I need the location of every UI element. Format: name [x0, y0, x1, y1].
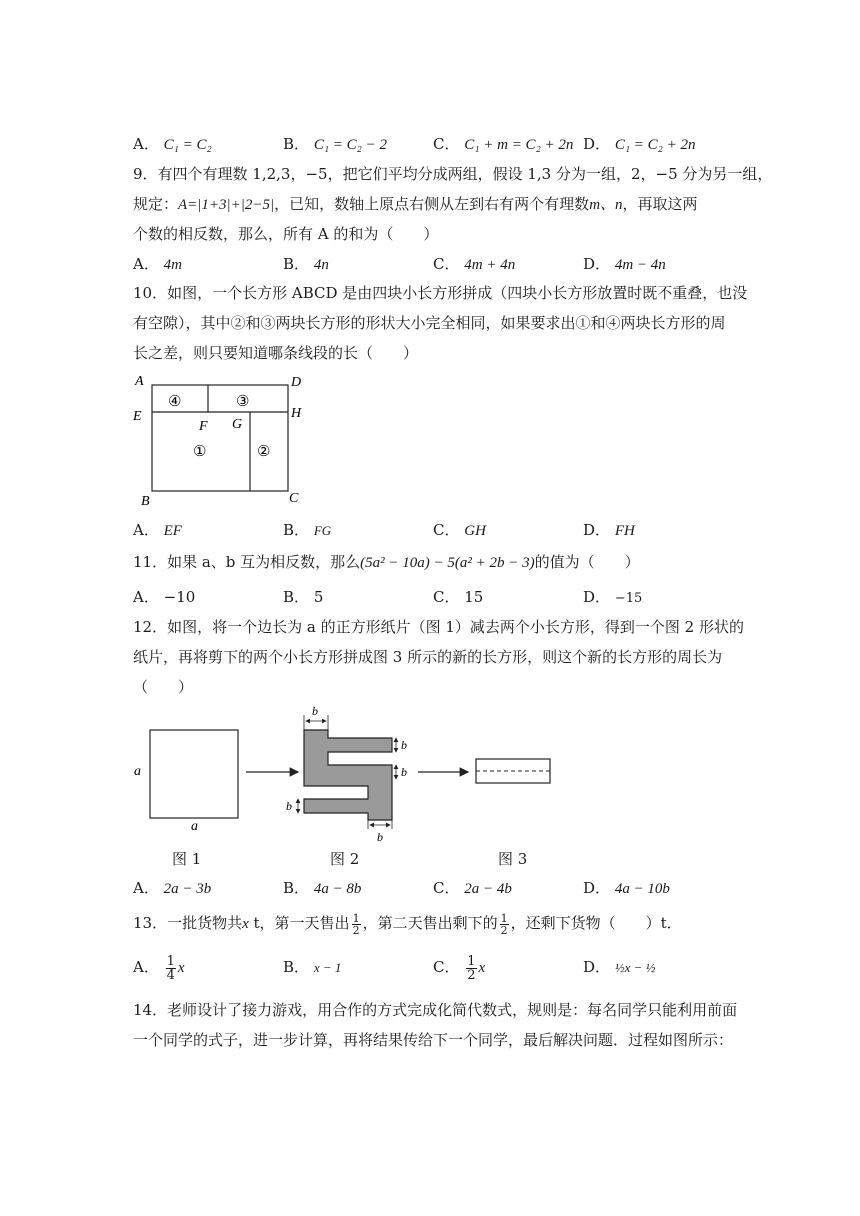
- label-a: A: [135, 374, 144, 389]
- q11-stem: 11．如果 a、b 互为相反数，那么(5a² − 10a) − 5(a² + 2b − 3)的值为（ ）: [133, 553, 640, 571]
- q13-stem: 13．一批货物共x t，第一天售出 $\frac{1}{2}$ ，第二天售出剩下的 $\frac{1}{2}$ ，还剩下货物（ ）t．: [133, 911, 682, 937]
- q12-line3: （ ）: [133, 678, 194, 696]
- q9-option-b: B． 4n: [283, 255, 329, 273]
- fig2-shape: [304, 730, 392, 820]
- q11-option-c: C． 15: [433, 588, 484, 606]
- q10-option-c: C． GH: [433, 521, 486, 539]
- q10-line2: 有空隙），其中②和③两块长方形的形状大小完全相同，如果要求出①和④两块长方形的周: [133, 314, 726, 332]
- q13-option-a: A． $\frac{1}{4}$ x: [133, 953, 185, 983]
- fig2-b-left: b: [286, 799, 292, 813]
- q10-line3: 长之差，则只要知道哪条线段的长（ ）: [133, 344, 419, 362]
- q8-option-b: B． C₁ = C₂ − 2: [283, 135, 387, 153]
- region-1-label: ①: [193, 444, 207, 460]
- q10-option-d: D． FH: [583, 521, 635, 539]
- label-e: E: [133, 409, 142, 424]
- region-4-label: ④: [168, 394, 182, 410]
- q12-option-d: D． 4a − 10b: [583, 879, 670, 897]
- q12-option-a: A． 2a − 3b: [133, 879, 212, 897]
- q12-figure: [128, 703, 568, 848]
- caption-fig3: 图 3: [498, 850, 528, 868]
- label-b: B: [141, 494, 150, 509]
- q8-option-c: C． C₁ + m = C₂ + 2n: [433, 135, 574, 153]
- fig1-bottom-label: a: [191, 819, 198, 834]
- q11-option-d: D． −15: [583, 588, 643, 606]
- q9-option-c: C． 4m + 4n: [433, 255, 516, 273]
- label-f: F: [199, 419, 208, 434]
- q10-option-b: B． FG: [283, 521, 332, 539]
- q11-option-a: A． −10: [133, 588, 196, 606]
- fraction-half-2: $\frac{1}{2}$: [500, 911, 508, 937]
- q8-option-d: D． C₁ = C₂ + 2n: [583, 135, 696, 153]
- region-2-label: ②: [257, 444, 271, 460]
- fig2-b-right1: b: [401, 738, 407, 752]
- q9-option-d: D． 4m − 4n: [583, 255, 666, 273]
- q9-line2: 规定：A=|1+3|+|2−5|，已知，数轴上原点右侧从左到右有两个有理数m、n，再取这两: [133, 195, 698, 213]
- q10-line1: 10．如图，一个长方形 ABCD 是由四块小长方形拼成（四块小长方形放置时既不重叠，也没: [133, 284, 748, 302]
- q12-option-c: C． 2a − 4b: [433, 879, 512, 897]
- caption-fig1: 图 1: [172, 850, 202, 868]
- fig2-b-right2: b: [401, 765, 407, 779]
- caption-fig2: 图 2: [330, 850, 360, 868]
- q14-line1: 14．老师设计了接力游戏，用合作的方式完成化简代数式，规则是：每名同学只能利用前面: [133, 1001, 738, 1019]
- q12-line1: 12．如图，将一个边长为 a 的正方形纸片（图 1）减去两个小长方形，得到一个图 2 形状的: [133, 618, 744, 636]
- q10-rectangle-figure: [128, 370, 318, 510]
- fig1-side-label: a: [134, 764, 141, 779]
- q10-option-a: A． EF: [133, 521, 182, 539]
- label-c: C: [289, 491, 299, 506]
- q8-option-a: A． C₁ = C₂: [133, 135, 212, 153]
- label-d: D: [291, 375, 302, 390]
- label-g: G: [232, 417, 243, 432]
- fig2-b-bottom: b: [377, 830, 383, 844]
- q9-line3: 个数的相反数，那么，所有 A 的和为（ ）: [133, 225, 439, 243]
- q13-option-c: C． $\frac{1}{2}$ x: [433, 953, 486, 983]
- label-h: H: [291, 406, 302, 421]
- q12-line2: 纸片，再将剪下的两个小长方形拼成图 3 所示的新的长方形，则这个新的长方形的周长为: [133, 648, 723, 666]
- q13-option-b: B． x − 1: [283, 958, 342, 976]
- fig1-square: [150, 730, 238, 818]
- fig2-b-top: b: [312, 704, 318, 718]
- q9-line1: 9．有四个有理数 1,2,3，−5，把它们平均分成两组，假设 1,3 分为一组，2，−5 分为另一组，: [133, 165, 773, 183]
- q9-option-a: A． 4m: [133, 255, 182, 273]
- q13-option-d: D． ½x − ½: [583, 958, 656, 976]
- q12-option-b: B． 4a − 8b: [283, 879, 362, 897]
- fraction-half-1: $\frac{1}{2}$: [352, 911, 360, 937]
- q14-line2: 一个同学的式子，进一步计算，再将结果传给下一个同学，最后解决问题．过程如图所示：: [133, 1031, 734, 1049]
- region-3-label: ③: [236, 394, 250, 410]
- q11-option-b: B． 5: [283, 588, 324, 606]
